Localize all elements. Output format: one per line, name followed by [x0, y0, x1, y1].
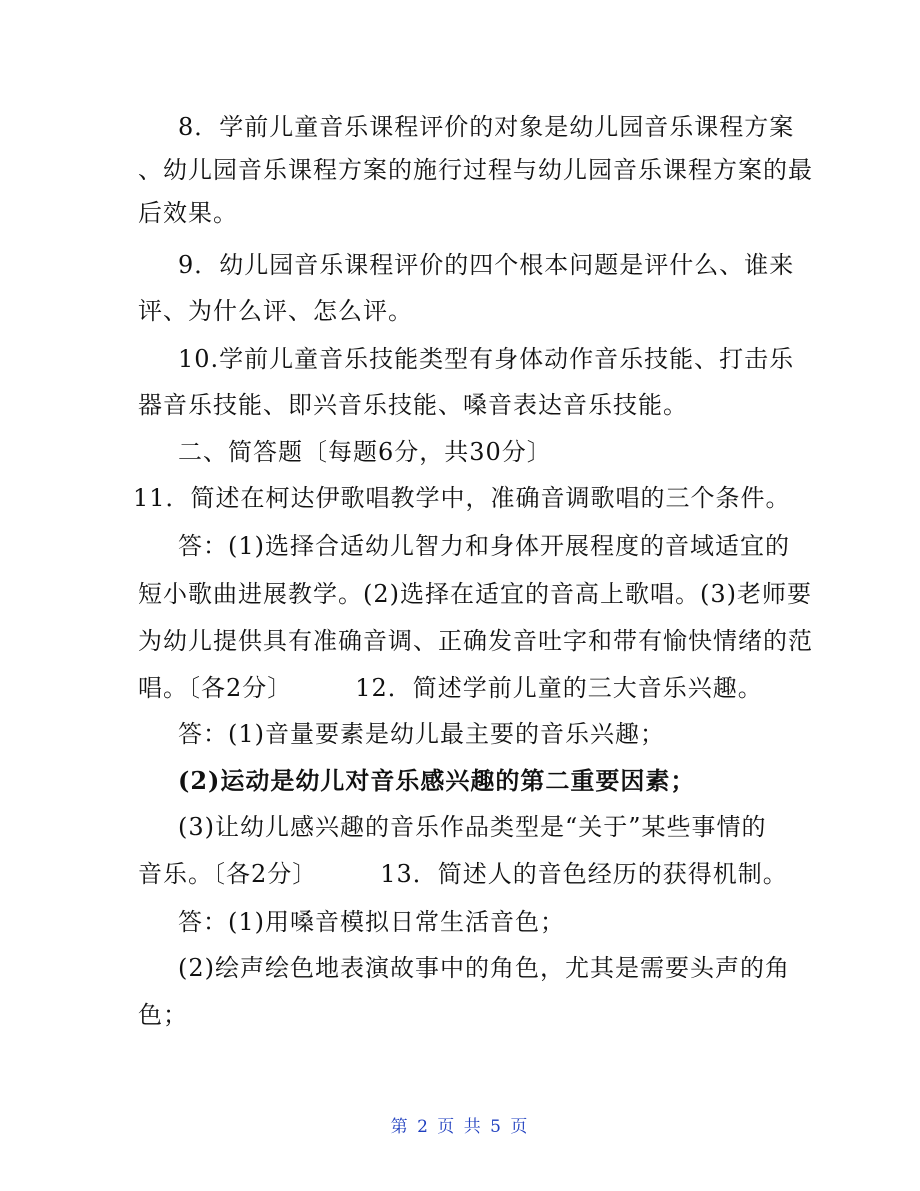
page-number-footer: 第 2 页 共 5 页 — [390, 1117, 530, 1137]
paragraph-line: 9．幼儿园音乐课程评价的四个根本问题是评什么、谁来 — [178, 251, 795, 279]
question-line: 11．简述在柯达伊歌唱教学中，准确音调歌唱的三个条件。 — [133, 484, 791, 512]
answer-question-line: 唱。〔各2分〕 12．简述学前儿童的三大音乐兴趣。 — [138, 674, 763, 702]
answer-question-line: 音乐。〔各2分〕 13．简述人的音色经历的获得机制。 — [138, 860, 788, 888]
answer-line-bold: (2)运动是幼儿对音乐感兴趣的第二重要因素； — [178, 766, 696, 795]
answer-line: 色； — [138, 1001, 188, 1029]
paragraph-line: 8．学前儿童音乐课程评价的对象是幼儿园音乐课程方案 — [178, 113, 795, 141]
paragraph-line: 后效果。 — [138, 199, 238, 227]
paragraph-line: 评、为什么评、怎么评。 — [138, 297, 413, 325]
answer-line: 答：(1)音量要素是幼儿最主要的音乐兴趣； — [178, 720, 665, 748]
paragraph-line: 10.学前儿童音乐技能类型有身体动作音乐技能、打击乐 — [178, 345, 795, 373]
answer-line: (2)绘声绘色地表演故事中的角色，尤其是需要头声的角 — [178, 954, 790, 982]
answer-line: 短小歌曲进展教学。(2)选择在适宜的音高上歌唱。(3)老师要 — [138, 580, 812, 608]
paragraph-line: 、幼儿园音乐课程方案的施行过程与幼儿园音乐课程方案的最 — [138, 156, 813, 184]
answer-line: 答：(1)用嗓音模拟日常生活音色； — [178, 908, 565, 936]
answer-line: 为幼儿提供具有准确音调、正确发音吐字和带有愉快情绪的范 — [138, 627, 813, 655]
answer-line: (3)让幼儿感兴趣的音乐作品类型是“关于”某些事情的 — [178, 813, 767, 841]
paragraph-line: 器音乐技能、即兴音乐技能、嗓音表达音乐技能。 — [138, 391, 688, 419]
section-heading: 二、简答题〔每题6分，共30分〕 — [178, 438, 552, 466]
answer-line: 答：(1)选择合适幼儿智力和身体开展程度的音域适宜的 — [178, 532, 790, 560]
